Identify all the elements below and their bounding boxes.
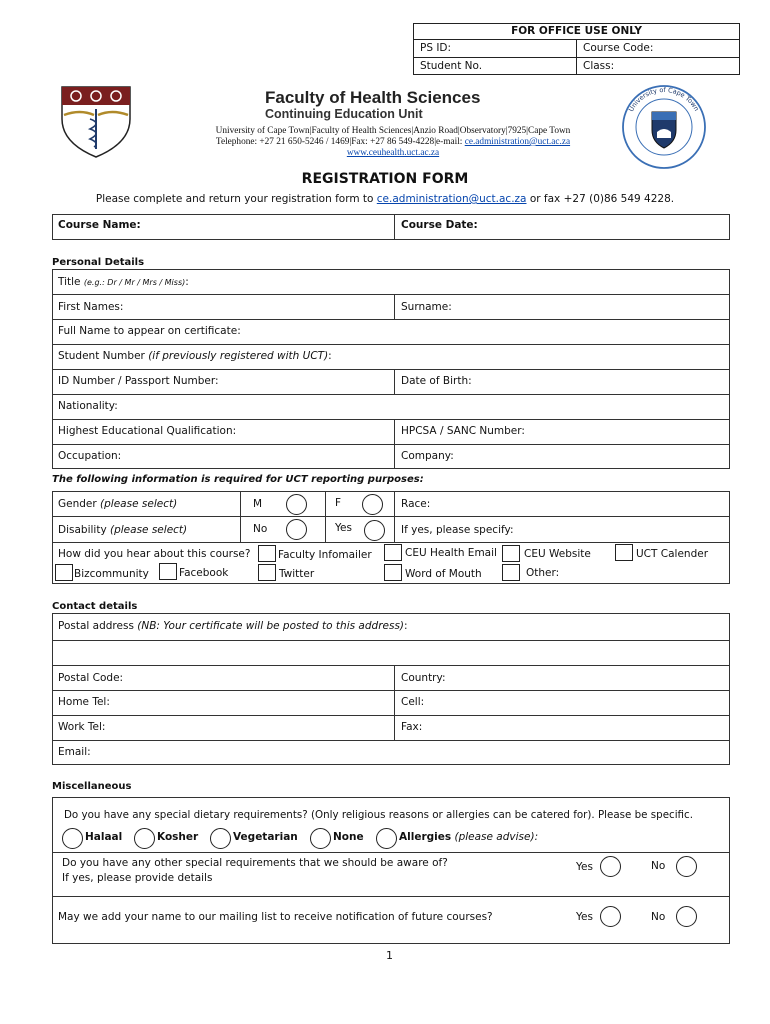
vegetarian-label: Vegetarian [233, 831, 298, 843]
special-requirements-details: If yes, please provide details [62, 872, 213, 884]
title-hint: (e.g.: Dr / Mr / Mrs / Miss) [83, 278, 186, 287]
race-field[interactable]: Race: [401, 498, 431, 510]
unit-title: Continuing Education Unit [265, 107, 423, 121]
office-use-heading: FOR OFFICE USE ONLY [414, 24, 739, 40]
student-number-field[interactable]: Student Number (if previously registered with UCT): [58, 350, 332, 362]
none-label: None [333, 831, 364, 843]
website-link[interactable]: www.ceuhealth.uct.ac.za [346, 148, 440, 158]
course-name-field[interactable]: Course Name: [58, 219, 141, 231]
dietary-question: Do you have any special dietary requirements? (Only religious reasons or allergies can be catered for). Please be specific. [64, 809, 693, 821]
female-label: F [335, 497, 342, 509]
option-bizcommunity: Bizcommunity [74, 568, 149, 580]
male-radio[interactable] [286, 494, 307, 515]
address-line-3 [178, 148, 608, 159]
option-facebook: Facebook [179, 567, 229, 579]
first-names-field[interactable]: First Names: [58, 301, 124, 313]
checkbox-faculty-infomailer[interactable] [258, 545, 276, 562]
contact-heading: Contact details [52, 601, 138, 612]
address-line-1: University of Cape Town|Faculty of Health Sciences|Anzio Road|Observatory|7925|Cape Town [215, 126, 571, 136]
allergies-text: Allergies [399, 831, 452, 843]
misc-heading: Miscellaneous [52, 781, 132, 792]
checkbox-uct-calender[interactable] [615, 544, 633, 561]
kosher-radio[interactable] [134, 828, 155, 849]
none-radio[interactable] [310, 828, 331, 849]
checkbox-bizcommunity[interactable] [55, 564, 73, 581]
office-use-table [413, 23, 740, 75]
student-number-label: Student Number [58, 350, 145, 362]
course-code-field[interactable]: Course Code: [583, 42, 654, 54]
home-tel-field[interactable]: Home Tel: [58, 696, 110, 708]
personal-details-heading: Personal Details [52, 257, 145, 268]
faculty-title: Faculty of Health Sciences [265, 88, 481, 107]
student-number-hint: (if previously registered with UCT) [148, 350, 329, 362]
form-instruction [0, 193, 770, 205]
qualification-field[interactable]: Highest Educational Qualification: [58, 425, 237, 437]
student-no-field[interactable]: Student No. [414, 58, 577, 75]
country-field[interactable]: Country: [401, 672, 446, 684]
surname-field[interactable]: Surname: [401, 301, 452, 313]
halaal-radio[interactable] [62, 828, 83, 849]
option-twitter: Twitter [279, 568, 315, 580]
gender-text: Gender [58, 498, 97, 510]
seal-text: University of Cape Town [627, 85, 701, 114]
disability-yes-radio[interactable] [364, 520, 385, 541]
course-box [52, 214, 730, 240]
checkbox-ceu-health-email[interactable] [384, 544, 402, 561]
header-email-link[interactable]: ce.administration@uct.ac.za [464, 137, 571, 147]
checkbox-word-of-mouth[interactable] [384, 564, 402, 581]
option-faculty-infomailer: Faculty Infomailer [278, 549, 372, 561]
mailing-no-label: No [651, 911, 666, 923]
office-row-2 [414, 58, 739, 75]
hpcsa-field[interactable]: HPCSA / SANC Number: [401, 425, 525, 437]
form-title: REGISTRATION FORM [301, 171, 469, 187]
allergies-radio[interactable] [376, 828, 397, 849]
instruction-suffix: or fax +27 (0)86 549 4228. [529, 193, 675, 205]
disability-label [58, 524, 187, 536]
kosher-label: Kosher [157, 831, 199, 843]
option-uct-calender: UCT Calender [636, 548, 709, 560]
postal-address-field[interactable]: Postal address (NB: Your certificate will be posted to this address): [58, 620, 408, 632]
disability-yes-label: Yes [335, 522, 352, 534]
hear-question: How did you hear about this course? [58, 548, 251, 560]
disability-hint: (please select) [110, 524, 188, 536]
mailing-yes-label: Yes [576, 911, 593, 923]
vegetarian-radio[interactable] [210, 828, 231, 849]
email-field[interactable]: Email: [58, 746, 91, 758]
special-requirements-question: Do you have any other special requirements that we should be aware of? [62, 857, 448, 869]
allergies-hint: (please advise): [454, 831, 539, 843]
instruction-email-link[interactable]: ce.administration@uct.ac.za [376, 193, 527, 205]
office-row-1 [414, 40, 739, 58]
id-number-field[interactable]: ID Number / Passport Number: [58, 375, 219, 387]
instruction-prefix: Please complete and return your registration form to [95, 193, 374, 205]
checkbox-facebook[interactable] [159, 563, 177, 580]
page-number: 1 [386, 949, 393, 962]
disability-specify-field[interactable]: If yes, please specify: [401, 524, 514, 536]
occupation-field[interactable]: Occupation: [58, 450, 122, 462]
postal-address-label: Postal address [58, 620, 134, 632]
uct-seal-logo [617, 84, 711, 170]
option-ceu-health-email: CEU Health Email [405, 547, 497, 559]
full-name-field[interactable]: Full Name to appear on certificate: [58, 325, 241, 337]
mailing-yes-radio[interactable] [600, 906, 621, 927]
title-field[interactable]: Title (e.g.: Dr / Mr / Mrs / Miss): [58, 276, 189, 288]
halaal-label: Halaal [85, 831, 123, 843]
disability-text: Disability [58, 524, 107, 536]
dob-field[interactable]: Date of Birth: [401, 375, 472, 387]
faculty-shield-logo [60, 85, 132, 159]
special-no-radio[interactable] [676, 856, 697, 877]
mailing-list-question: May we add your name to our mailing list to receive notification of future courses? [58, 911, 493, 923]
uct-reporting-heading: The following information is required for UCT reporting purposes: [52, 474, 424, 485]
fax-field[interactable]: Fax: [401, 721, 423, 733]
address-line-2 [178, 137, 608, 148]
work-tel-field[interactable]: Work Tel: [58, 721, 106, 733]
nationality-field[interactable]: Nationality: [58, 400, 118, 412]
ps-id-field[interactable]: PS ID: [414, 40, 577, 57]
special-no-label: No [651, 860, 666, 872]
disability-no-radio[interactable] [286, 519, 307, 540]
disability-no-label: No [253, 523, 268, 535]
checkbox-ceu-website[interactable] [502, 545, 520, 562]
contact-table [52, 613, 730, 765]
course-date-field[interactable]: Course Date: [401, 219, 478, 231]
option-other: Other: [526, 567, 560, 579]
option-ceu-website: CEU Website [524, 548, 591, 560]
allergies-label [399, 831, 538, 843]
postal-address-hint: (NB: Your certificate will be posted to this address) [137, 620, 405, 632]
company-field[interactable]: Company: [401, 450, 454, 462]
title-label: Title [58, 276, 81, 288]
checkbox-twitter[interactable] [258, 564, 276, 581]
special-yes-label: Yes [576, 861, 593, 873]
gender-label [58, 498, 177, 510]
gender-hint: (please select) [100, 498, 178, 510]
mailing-no-radio[interactable] [676, 906, 697, 927]
male-label: M [253, 498, 263, 510]
postal-code-field[interactable]: Postal Code: [58, 672, 124, 684]
female-radio[interactable] [362, 494, 383, 515]
cell-field[interactable]: Cell: [401, 696, 425, 708]
class-field[interactable]: Class: [583, 60, 615, 72]
contact-numbers: Telephone: +27 21 650-5246 / 1469|Fax: +27 86 549-4228|e-mail: [215, 137, 463, 147]
checkbox-other[interactable] [502, 564, 520, 581]
special-yes-radio[interactable] [600, 856, 621, 877]
option-word-of-mouth: Word of Mouth [405, 568, 482, 580]
